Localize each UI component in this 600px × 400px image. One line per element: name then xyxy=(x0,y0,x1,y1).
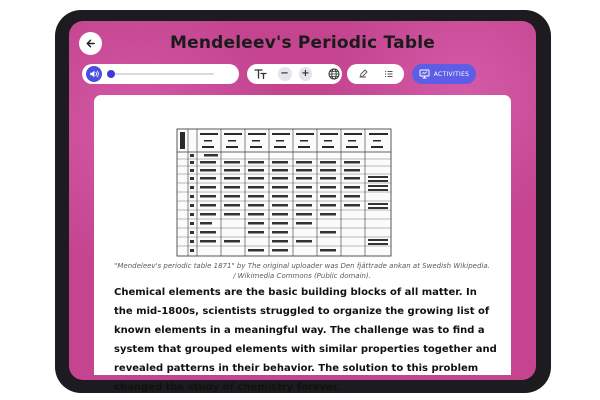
body-paragraph: Chemical elements are the basic building blocks of all matter. In the mid-1800s, scientists struggled to organize the growing list of known elements in a meaningful way. The challenge was to find a system that grouped elements with similar properties together and revealed patterns in their behavior. The solution to this problem changed the study of chemistry forever. xyxy=(114,287,497,393)
annotation-tools xyxy=(347,64,404,84)
increase-text-button[interactable] xyxy=(299,67,313,81)
reading-card xyxy=(94,95,511,393)
pencil-icon xyxy=(358,69,368,79)
app-screen xyxy=(69,21,536,393)
page-title: Mendeleev's Periodic Table xyxy=(170,33,435,53)
highlight-button[interactable] xyxy=(355,66,371,82)
list-icon xyxy=(384,69,394,79)
speaker-icon xyxy=(89,69,99,79)
notes-list-button[interactable] xyxy=(381,66,397,82)
minus-icon: − xyxy=(280,68,289,79)
screen-icon xyxy=(419,69,430,79)
plus-icon: + xyxy=(301,68,310,79)
image-caption: "Mendeleev's periodic table 1871" by The original uploader was Den fjättrade ankan at Swedish Wikipedia. / Wikimedia Commons (Public domain). xyxy=(114,262,490,280)
globe-icon xyxy=(328,68,340,80)
activities-label: ACTIVITIES xyxy=(433,70,470,78)
text-tools xyxy=(247,64,342,84)
text-size-button[interactable] xyxy=(253,66,269,82)
audio-progress-slider[interactable] xyxy=(108,72,214,76)
text-size-icon xyxy=(254,68,267,80)
language-button[interactable] xyxy=(326,66,342,82)
activities-button[interactable] xyxy=(412,64,476,84)
audio-player xyxy=(82,64,239,84)
periodic-table-image xyxy=(176,128,392,258)
audio-play-button[interactable] xyxy=(86,66,102,82)
audio-progress-rail xyxy=(108,73,214,75)
audio-progress-knob[interactable] xyxy=(107,70,115,78)
decrease-text-button[interactable] xyxy=(278,67,292,81)
